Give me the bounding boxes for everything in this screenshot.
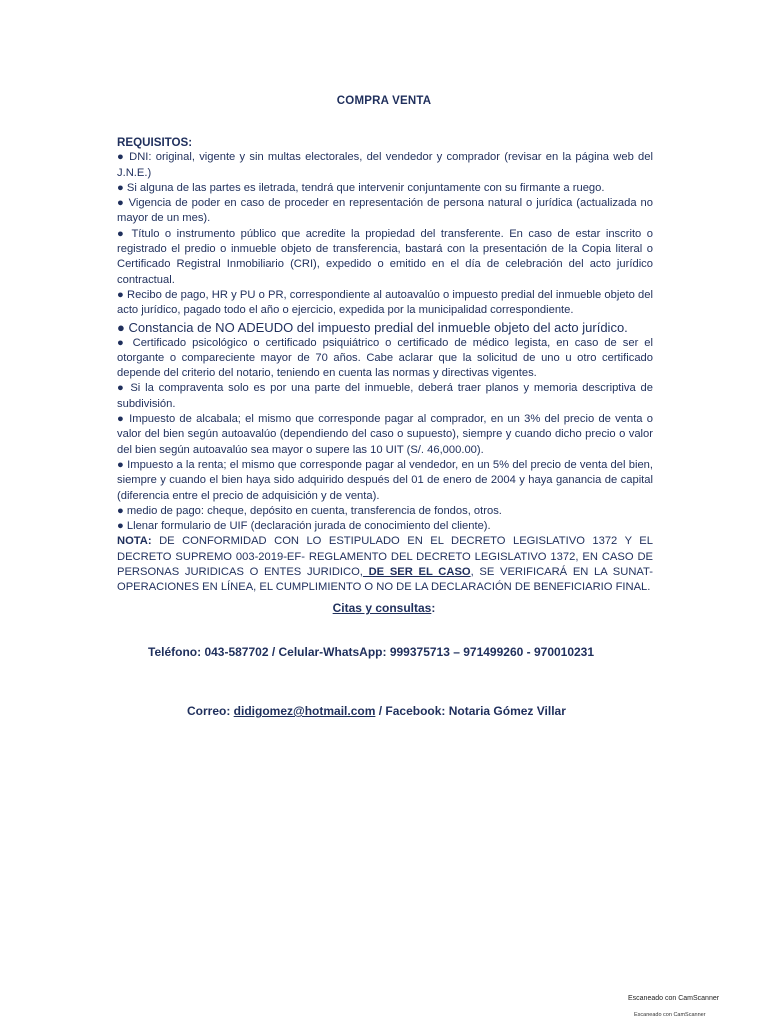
nota-emphasis: DE SER EL CASO [362,566,471,579]
requirement-item: ● Recibo de pago, HR y PU o PR, correspondiente al autoavalúo o impuesto predial del inmueble objeto del acto jurídico, pagado todo el año o ejercicio, expedida por la municipalidad correspondiente. [117,288,653,317]
requirements-section [117,135,653,596]
requirements-heading: REQUISITOS: [117,136,193,149]
email-label: Correo: [187,704,234,718]
requirement-item: ● Si alguna de las partes es iletrada, tendrá que intervenir conjuntamente con su firmante a ruego. [117,181,605,194]
requirement-item: ● Llenar formulario de UIF (declaración jurada de conocimiento del cliente). [117,520,491,533]
requirement-item: ● medio de pago: cheque, depósito en cuenta, transferencia de fondos, otros. [117,504,502,517]
nota-label: NOTA: [117,535,152,548]
nota-text-after: , SE VERIFICARÁ EN LA SUNAT- OPERACIONES EN LÍNEA, EL CUMPLIMIENTO O NO DE LA DECLARACIÓN DE BENEFICIARIO FINAL. [117,566,653,594]
citas-label: Citas y consultas [332,601,432,615]
email-link[interactable]: didigomez@hotmail.com [233,704,376,718]
nota-paragraph [117,534,653,595]
nota-text: DE CONFORMIDAD CON LO ESTIPULADO EN EL DECRETO LEGISLATIVO 1372 Y EL DECRETO SUPREMO 003-2019-EF- REGLAMENTO DEL DECRETO LEGISLATIVO 1372, EN CASO DE PERSONAS JURIDICAS O ENTES JURIDICO, [117,535,653,579]
page-title: COMPRA VENTA [336,95,432,107]
scanner-watermark: Escaneado con CamScanner [628,995,720,1002]
citas-colon: : [431,601,436,615]
requirement-item: ● Constancia de NO ADEUDO del impuesto predial del inmueble objeto del acto jurídico. [117,319,628,335]
citas-heading [0,601,768,615]
email-facebook-contacts [187,704,687,718]
facebook-text: / Facebook: Notaria Gómez Villar [375,704,566,718]
requirement-item: ● Vigencia de poder en caso de proceder en representación de persona natural o jurídica (actualizada no mayor de un mes). [117,197,653,225]
requirement-item: ● Si la compraventa solo es por una parte del inmueble, deberá traer planos y memoria descriptiva de subdivisión. [117,382,653,410]
requirement-item: ● DNI: original, vigente y sin multas electorales, del vendedor y comprador (revisar en la página web del J.N.E.) [117,151,653,179]
requirement-item: ● Título o instrumento público que acredite la propiedad del transferente. En caso de estar inscrito o registrado el predio o inmueble objeto de transferencia, bastará con la presentación de la Copia literal o Certificado Registral Inmobiliario (CRI), expedido o emitido en el día de celebración del acto jurídico contractual. [117,227,653,286]
scanner-watermark-small: Escaneado con CamScanner [634,1012,706,1018]
requirement-item: ● Impuesto a la renta; el mismo que corresponde pagar al vendedor, en un 5% del precio de venta del bien, siempre y cuando el bien haya sido adquirido después del 01 de enero de 2004 y haya ganancia de capital (diferencia entre el precio de adquisición y de venta). [117,458,653,502]
requirement-item: ● Certificado psicológico o certificado psiquiátrico o certificado de médico legista, en caso de ser el otorgante o compareciente mayor de 70 años. Cabe aclarar que la solicitud de uno u otro certificado depende del criterio del notario, teniendo en cuenta las normas y directivas vigentes. [117,336,653,380]
phone-contacts: Teléfono: 043-587702 / Celular-WhatsApp: 999375713 – 971499260 - 970010231 [148,645,595,659]
requirement-item: ● Impuesto de alcabala; el mismo que corresponde pagar al comprador, en un 3% del precio de venta o valor del bien según autoavalúo (dependiendo del caso o supuesto), siempre y cuando dicho precio o valor del bien según autoavalúo sea mayor o supere las 10 UIT (S/. 46,000.00). [117,413,653,456]
